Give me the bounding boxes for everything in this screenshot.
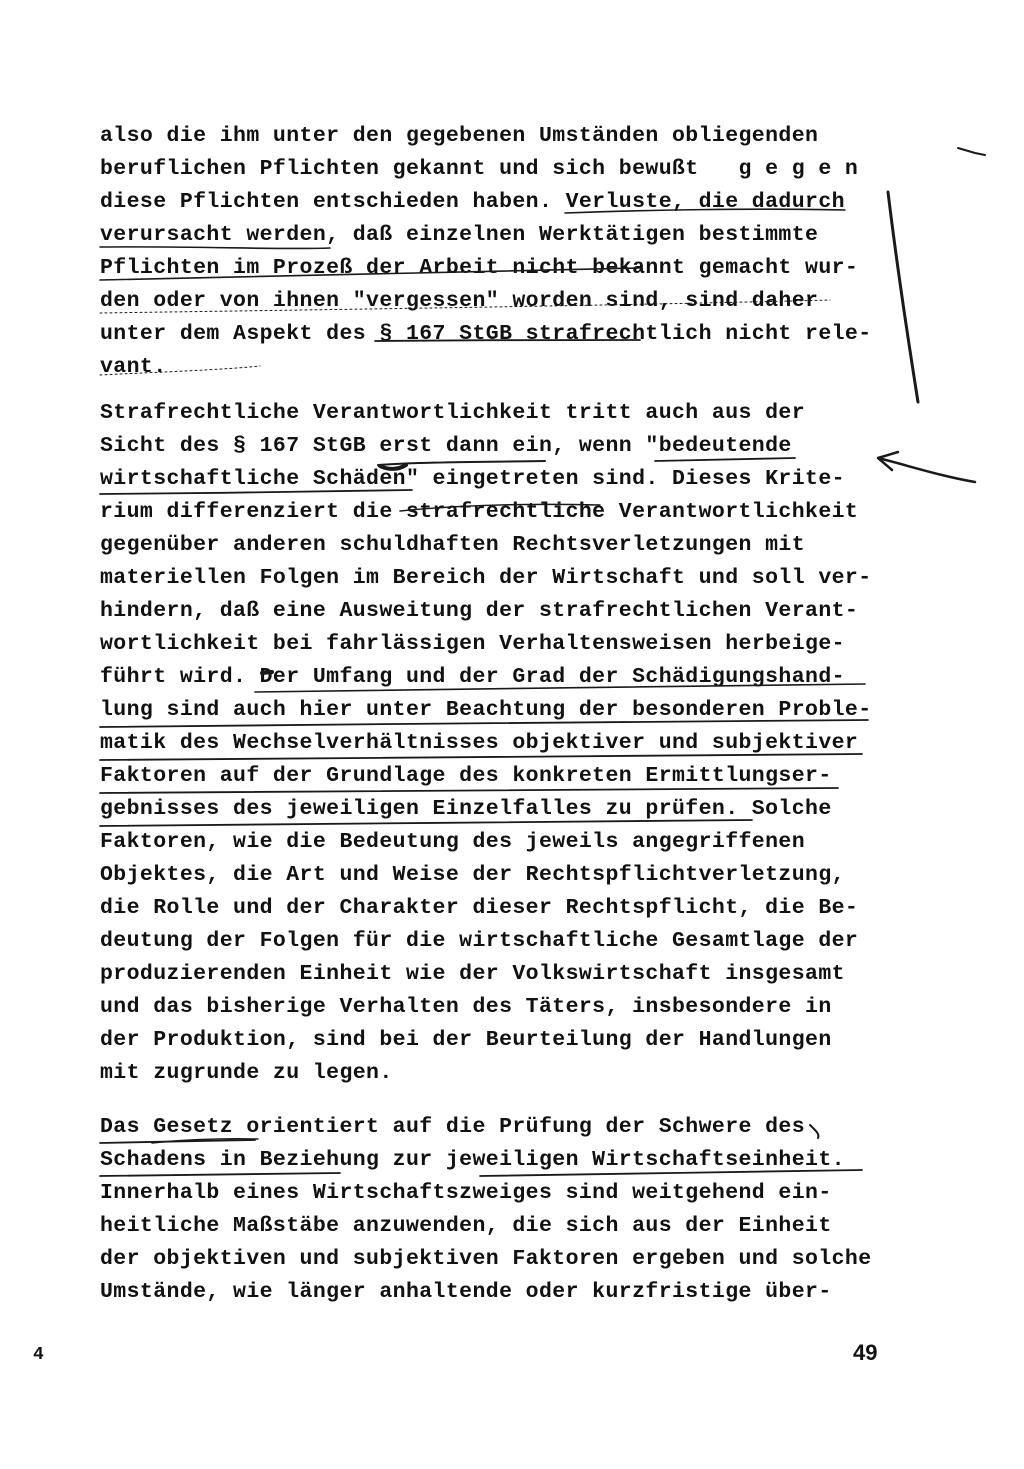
text-line: führt wird. Der Umfang und der Grad der Schädigungshand- — [100, 665, 845, 689]
footer-mark: 4 — [33, 1345, 44, 1365]
text-line: hindern, daß eine Ausweitung der strafrechtlichen Verant- — [100, 599, 859, 623]
margin-bracket-line — [888, 192, 918, 402]
text-line: Faktoren auf der Grundlage des konkreten Ermittlungser- — [100, 764, 832, 788]
page-number: 49 — [853, 1340, 878, 1365]
text-line: deutung der Folgen für die wirtschaftliche Gesamtlage der — [100, 929, 859, 953]
text-line: mit zugrunde zu legen. — [100, 1061, 393, 1085]
text-line: produzierenden Einheit wie der Volkswirtschaft insgesamt — [100, 962, 845, 986]
text-line: Schadens in Beziehung zur jeweiligen Wirtschaftseinheit. — [100, 1148, 845, 1172]
text-line: Sicht des § 167 StGB erst dann ein, wenn "bedeutende — [100, 434, 792, 458]
arrow-icon — [878, 452, 975, 482]
text-line: Das Gesetz orientiert auf die Prüfung der Schwere des — [100, 1115, 806, 1139]
text-line: und das bisherige Verhalten des Täters, insbesondere in — [100, 995, 832, 1019]
text-line: materiellen Folgen im Bereich der Wirtschaft und soll ver- — [100, 566, 872, 590]
text-line: matik des Wechselverhältnisses objektiver und subjektiver — [100, 731, 859, 755]
text-line: den oder von ihnen "vergessen" worden sind, sind daher — [100, 289, 819, 313]
text-line: also die ihm unter den gegebenen Umständen obliegenden — [100, 124, 819, 148]
text-line: der Produktion, sind bei der Beurteilung der Handlungen — [100, 1028, 832, 1052]
text-line: verursacht werden, daß einzelnen Werktätigen bestimmte — [100, 223, 819, 247]
text-line: heitliche Maßstäbe anzuwenden, die sich aus der Einheit — [100, 1214, 832, 1238]
text-line: beruflichen Pflichten gekannt und sich bewußt g e g e n — [100, 157, 859, 181]
text-line: wortlichkeit bei fahrlässigen Verhaltensweisen herbeige- — [100, 632, 845, 656]
text-line: Innerhalb eines Wirtschaftszweiges sind weitgehend ein- — [100, 1181, 832, 1205]
text-line: gebnisses des jeweiligen Einzelfalles zu prüfen. Solche — [100, 797, 832, 821]
text-line: vant. — [100, 355, 167, 379]
text-line: rium differenziert die strafrechtliche Verantwortlichkeit — [100, 500, 859, 524]
text-line: gegenüber anderen schuldhaften Rechtsverletzungen mit — [100, 533, 806, 557]
text-line: diese Pflichten entschieden haben. Verluste, die dadurch — [100, 190, 845, 214]
paragraph-3 — [100, 1111, 880, 1309]
paragraph-2 — [100, 397, 880, 1090]
paragraph-1 — [100, 120, 880, 384]
text-line: lung sind auch hier unter Beachtung der besonderen Proble- — [100, 698, 872, 722]
pen-tick-mark — [958, 148, 985, 155]
text-line: wirtschaftliche Schäden" eingetreten sind. Dieses Krite- — [100, 467, 845, 491]
text-line: Strafrechtliche Verantwortlichkeit tritt auch aus der — [100, 401, 806, 425]
text-line: die Rolle und der Charakter dieser Rechtspflicht, die Be- — [100, 896, 859, 920]
text-line: Objektes, die Art und Weise der Rechtspflichtverletzung, — [100, 863, 845, 887]
text-line: der objektiven und subjektiven Faktoren ergeben und solche — [100, 1247, 872, 1271]
text-line: Faktoren, wie die Bedeutung des jeweils angegriffenen — [100, 830, 806, 854]
text-line: unter dem Aspekt des § 167 StGB strafrechtlich nicht rele- — [100, 322, 872, 346]
text-line: Umstände, wie länger anhaltende oder kurzfristige über- — [100, 1280, 832, 1304]
text-line: Pflichten im Prozeß der Arbeit nicht bekannt gemacht wur- — [100, 256, 859, 280]
